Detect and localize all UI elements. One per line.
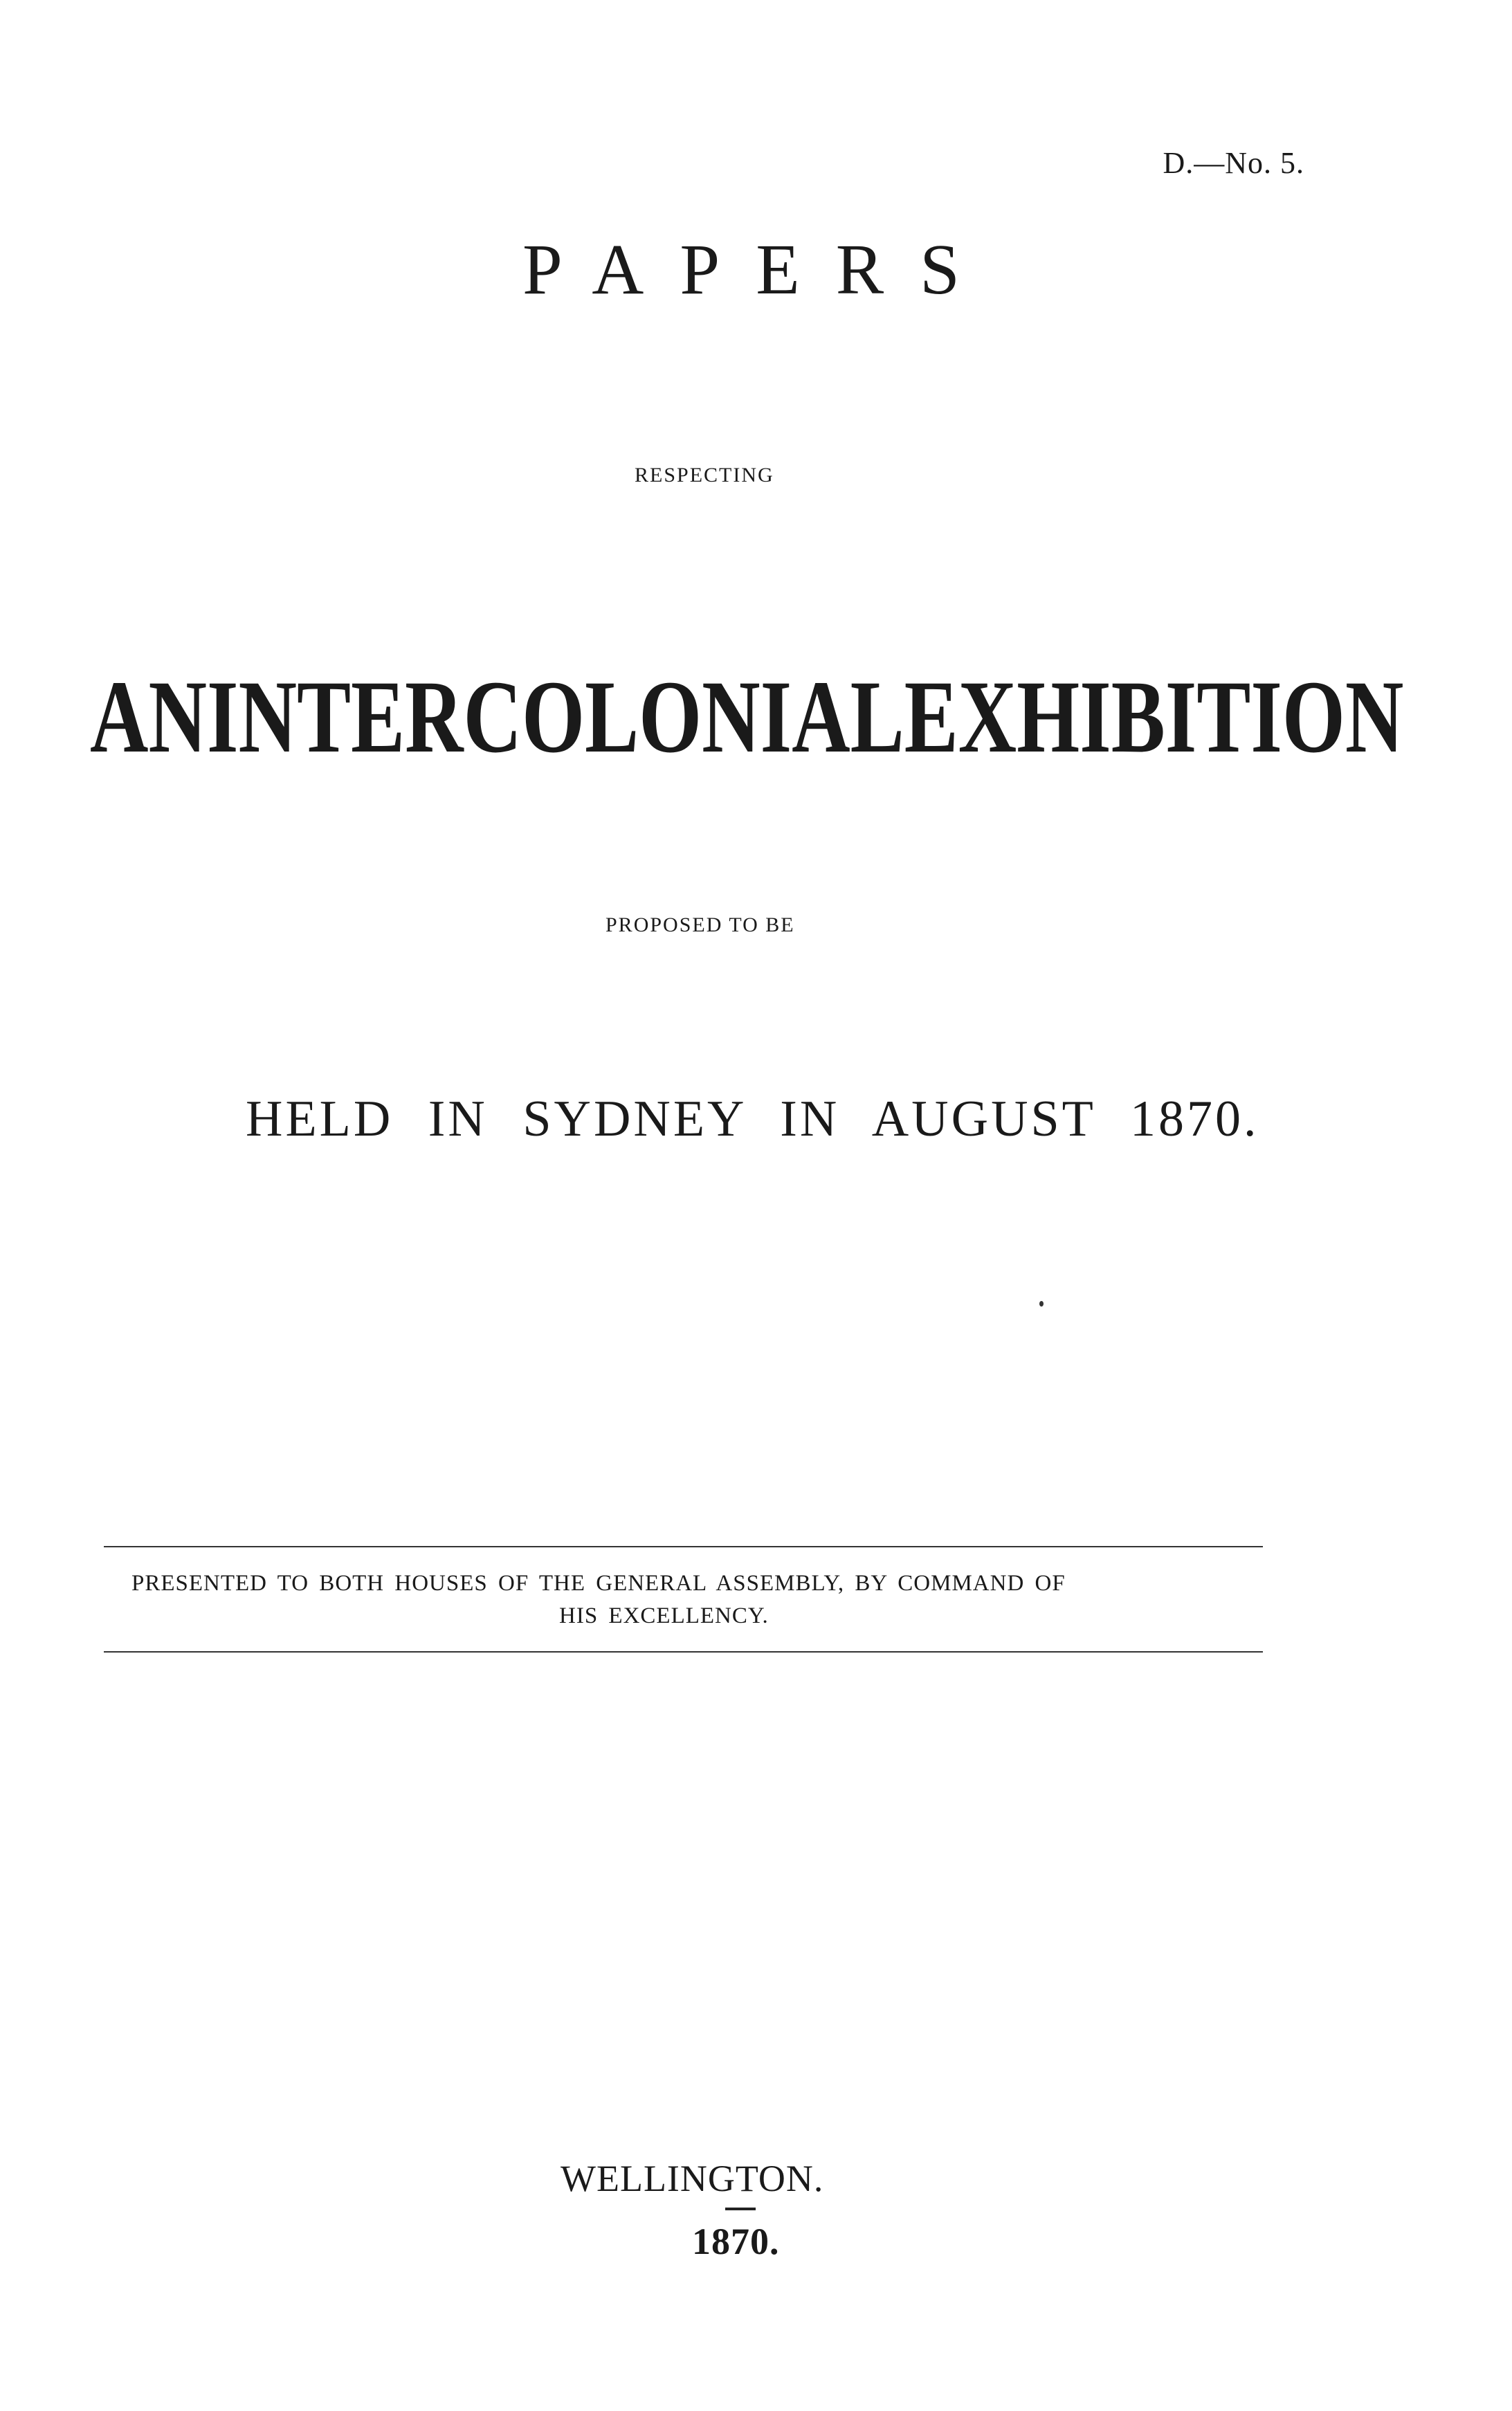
main-heading-word-3: EXHIBITION bbox=[904, 659, 1404, 774]
main-heading-word-1: AN bbox=[90, 659, 207, 774]
presented-line-2: HIS EXCELLENCY. bbox=[559, 1603, 769, 1628]
print-speck bbox=[1039, 1301, 1044, 1307]
main-heading bbox=[90, 657, 1404, 776]
top-divider bbox=[104, 1546, 1263, 1547]
document-reference: D.—No. 5. bbox=[1163, 146, 1304, 180]
bottom-divider bbox=[104, 1651, 1263, 1653]
subheading-held: HELD IN SYDNEY IN AUGUST 1870. bbox=[246, 1091, 1259, 1147]
presented-line-1: PRESENTED TO BOTH HOUSES OF THE GENERAL ASSEMBLY, BY COMMAND OF bbox=[131, 1571, 1066, 1596]
imprint-place: WELLINGTON. bbox=[561, 2158, 824, 2199]
proposed-label: PROPOSED TO BE bbox=[605, 913, 795, 936]
respecting-label: RESPECTING bbox=[635, 464, 774, 486]
main-heading-word-2: INTERCOLONIAL bbox=[206, 659, 904, 774]
imprint-dash bbox=[725, 2208, 756, 2210]
page-title: PAPERS bbox=[522, 230, 996, 309]
imprint-year: 1870. bbox=[692, 2221, 780, 2262]
